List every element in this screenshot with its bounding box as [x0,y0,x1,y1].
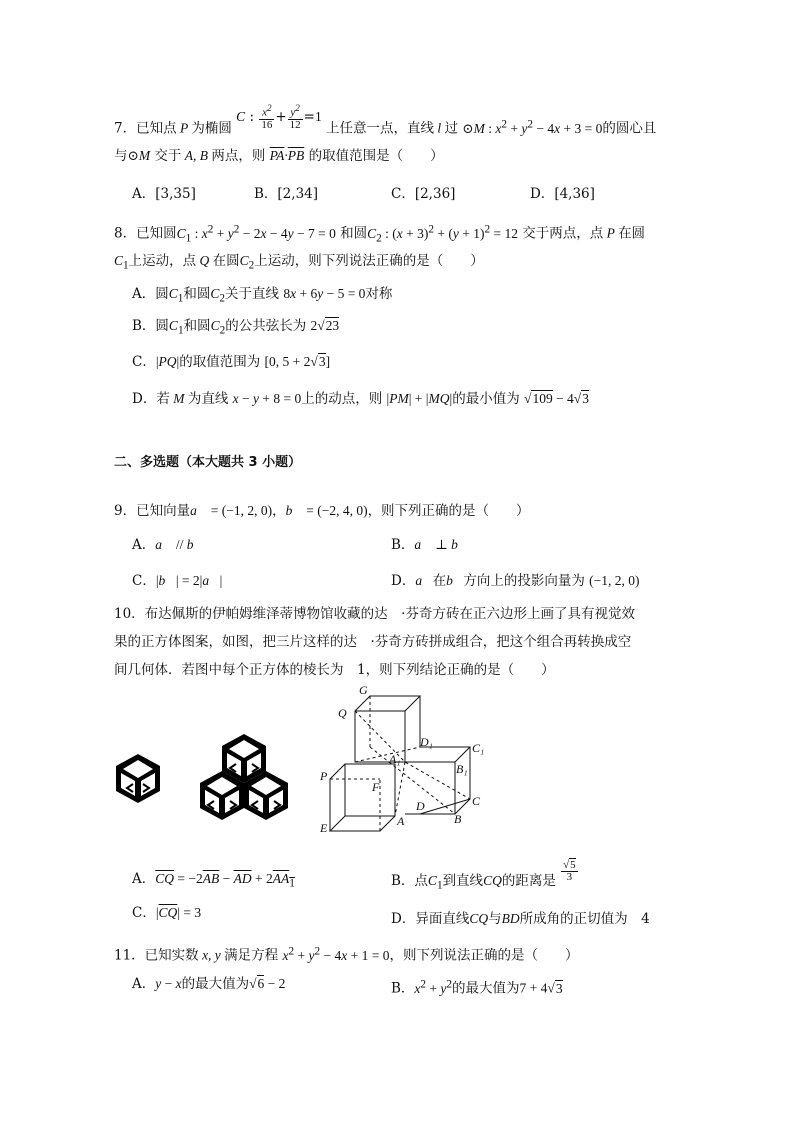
q8-line1: 8．已知圆$C_1$ : $x^2 + y^2 - 2x - 4y - 7 = 0$ 和圆$C_2$ : $(x + 3)^2 + (y + 1)^2 = 12$ 交于两点，点 P 在圆 [114,223,646,245]
q8-option-d: D．若 M 为直线 x − y + 8 = 0上的动点，则 |PM| + |MQ|的最小值为 √109 − 4√3 [132,391,589,407]
label-c: C [472,794,481,808]
q10-line3: 间几何体．若图中每个正方体的棱长为 1，则下列结论正确的是（ ） [114,662,555,678]
q7-option-d: D．[4,36] [530,186,595,202]
label-d1: D₁ [420,735,433,749]
label-b: B [454,812,462,826]
q8-option-c: C．|PQ|的取值范围为 [0, 5 + 2√3] [132,354,331,370]
q7-option-a: A．[3,35] [132,186,196,202]
q9-line1: 9．已知向量a⃗ = (−1, 2, 0)，b⃗ = (−2, 4, 0)，则下列正确的是（ ） [114,503,530,519]
dot-product-pa-pb: $\overline{PA}\cdot\overline{PB}$ [269,148,305,163]
q10-option-c: C．$|\overline{CQ}| = 3$ [132,905,202,921]
q7-option-c: C．[2,36] [391,186,456,202]
q10-line1: 10．布达佩斯的伊帕姆维泽蒂博物馆收藏的达 ·芬奇方砖在正六边形上画了具有视觉效 [114,606,635,622]
label-c1: C₁ [472,741,485,755]
q11-option-a: A．y − x的最大值为√6 − 2 [132,976,286,992]
q8-option-a: A．圆$C_1$和圆$C_2$关于直线 8x + 6y − 5 = 0对称 [132,286,393,305]
q9-option-a: A．a⃗ // b⃗ [132,537,205,553]
label-q: Q [338,706,347,720]
q11-line1: 11．已知实数 x, y 满足方程 $x^2 + y^2 - 4x + 1 = 0$，则下列说法正确的是（ ） [114,945,579,964]
single-tile-icon [116,754,160,803]
q9-option-c: C．|b⃗| = 2|a⃗| [132,573,223,589]
combined-tiles-icon [200,734,288,820]
q8-line2: $C_1$上运动，点 Q 在圆$C_2$上运动，则下列说法正确的是（ ） [114,253,484,272]
q7-line1: 7．已知点 P 为椭圆 C : $\frac{x^2}{16}$ + $\frac{y^2}{12}$ =1 上任意一点，直线 l 过 ⊙M : $x^2 + y^2 - 4x + 3 = 0$的圆心且 [114,103,657,137]
q9-option-b: B．a⃗ ⊥ b⃗ [391,537,469,553]
q7-line2: 与⊙M 交于 A, B 两点，则 $\overline{PA}\cdot\overline{PB}$ 的取值范围是（ ） [114,148,444,164]
q8-option-b: B．圆$C_1$和圆$C_2$的公共弦长为 2√23 [132,318,340,337]
label-g: G [359,684,368,697]
q10-option-d: D．异面直线CQ与BD所成角的正切值为 4 [391,911,650,927]
label-a1: A₁ [389,752,401,766]
label-d: D [416,799,425,813]
label-f: F [372,780,380,794]
ellipse-equation: C : $\frac{x^2}{16}$ + $\frac{y^2}{12}$ =1 [236,103,322,131]
section-title: 二、多选题（本大题共 3 小题） [114,455,302,470]
cube-vertex-labels [319,684,484,835]
q10-line2: 果的正方体图案，如图，把三片这样的达 ·芬奇方砖拼成组合，把这个组合再转换成空 [114,634,632,650]
circle-m-equation: ⊙M : $x^2 + y^2 - 4x + 3 = 0$ [462,118,603,136]
q10-option-a: A．$\overline{CQ} = -2\overline{AB} - \overline{AD} + 2AA_1$ [132,871,295,890]
label-b1: B₁ [456,762,468,776]
label-p: P [320,769,328,783]
q9-option-d: D．a⃗在b⃗方向上的投影向量为 (−1, 2, 0) [391,573,640,589]
q7-option-b: B．[2,34] [254,186,319,202]
label-e: E [320,821,328,835]
q11-option-b: B．$x^2 + y^2$的最大值为7 + 4√3 [391,978,563,997]
q10-option-b: B．点$C_1$到直线CQ的距离是 $\frac{√5}{3}$ [391,859,576,892]
label-a: A [397,814,405,828]
q10-figure [0,684,794,844]
